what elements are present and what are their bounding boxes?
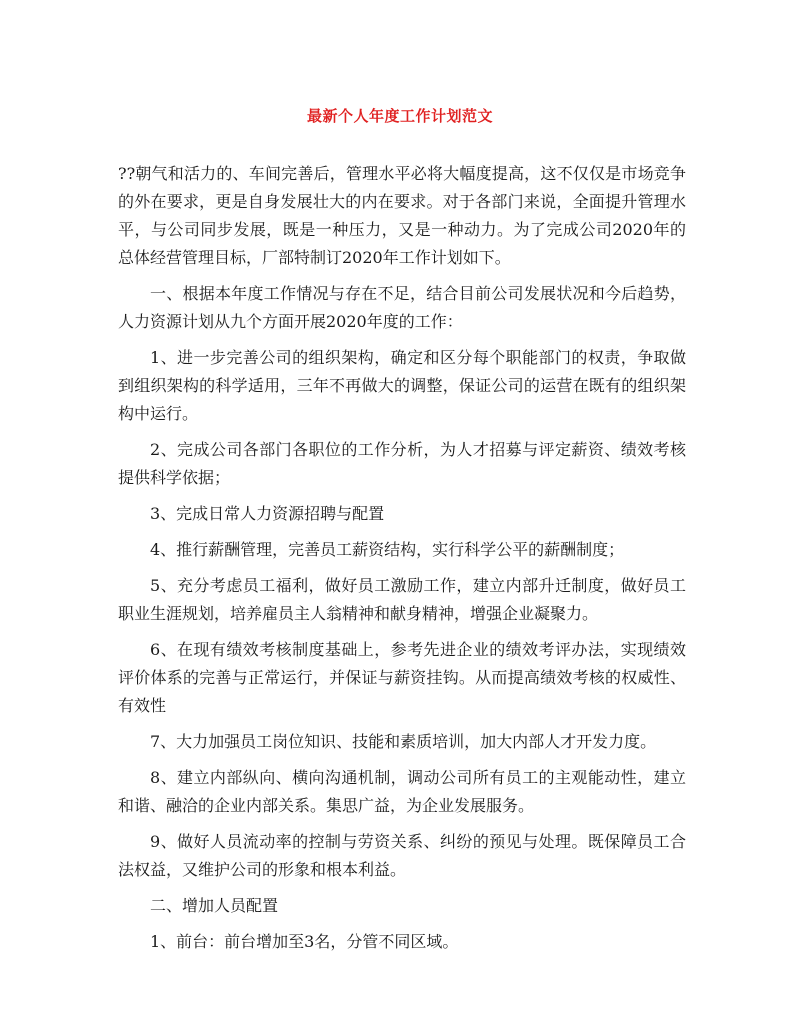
document-title: 最新个人年度工作计划范文 [306, 107, 493, 125]
paragraph-item-4: 4、推行薪酬管理，完善员工薪资结构，实行科学公平的薪酬制度； [150, 540, 625, 559]
paragraph-item-2: 2、完成公司各部门各职位的工作分析，为人才招募与评定薪资、绩效考核提供科学依据； [118, 440, 686, 487]
paragraph-intro: ??朝气和活力的、车间完善后，管理水平必将大幅度提高，这不仅仅是市场竞争的外在要求，更是自身发展壮大的内在要求。对于各部门来说，全面提升管理水平，与公司同步发展，既是一种压力，又是一种动力。为了完成公司2020年的总体经营管理目标，厂部特制订2020年工作计划如下。 [118, 164, 686, 267]
paragraph-item-8: 8、建立内部纵向、横向沟通机制，调动公司所有员工的主观能动性，建立和谐、融洽的企业内部关系。集思广益，为企业发展服务。 [118, 768, 686, 815]
document-body [118, 160, 686, 964]
paragraph-item-3: 3、完成日常人力资源招聘与配置 [150, 504, 385, 523]
paragraph-section-2-heading: 二、增加人员配置 [150, 896, 279, 915]
paragraph-section-2-item-1: 1、前台：前台增加至3名，分管不同区域。 [150, 932, 459, 951]
paragraph-item-1: 1、进一步完善公司的组织架构，确定和区分每个职能部门的权责，争取做到组织架构的科学适用，三年不再做大的调整，保证公司的运营在既有的组织架构中运行。 [118, 348, 686, 423]
paragraph-section-1-heading: 一、根据本年度工作情况与存在不足，结合目前公司发展状况和今后趋势，人力资源计划从九个方面开展2020年度的工作： [118, 284, 686, 331]
paragraph-item-5: 5、充分考虑员工福利，做好员工激励工作，建立内部升迁制度，做好员工职业生涯规划，培养雇员主人翁精神和献身精神，增强企业凝聚力。 [118, 576, 686, 623]
paragraph-item-9: 9、做好人员流动率的控制与劳资关系、纠纷的预见与处理。既保障员工合法权益，又维护公司的形象和根本利益。 [118, 832, 686, 879]
paragraph-item-7: 7、大力加强员工岗位知识、技能和素质培训，加大内部人才开发力度。 [150, 732, 657, 751]
paragraph-item-6: 6、在现有绩效考核制度基础上，参考先进企业的绩效考评办法，实现绩效评价体系的完善与正常运行，并保证与薪资挂钩。从而提高绩效考核的权威性、有效性 [118, 640, 686, 715]
